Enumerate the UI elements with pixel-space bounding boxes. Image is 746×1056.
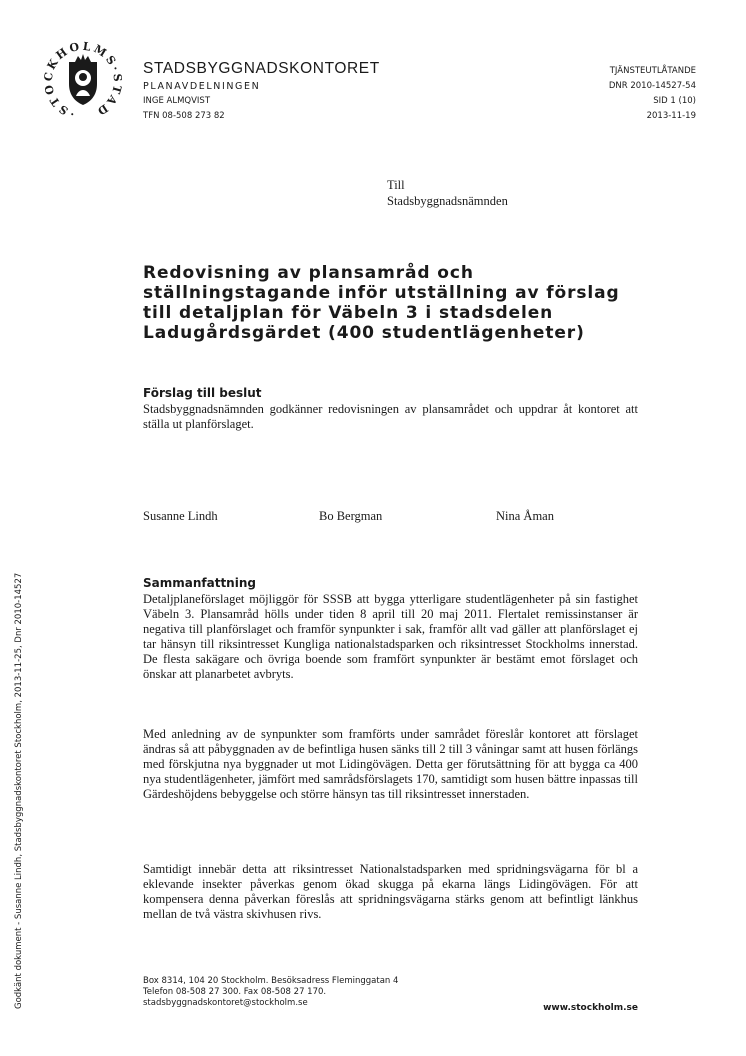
stockholm-stad-logo bbox=[40, 38, 126, 124]
summary-paragraph: Detaljplaneförslaget möjliggör för SSSB att bygga ytterligare studentlägenheter på sin fastighet Väbeln 3. Plansamråd hölls under tiden 8 april till 20 maj 2011. Flertalet remissinstanser är negativa till planförslaget och framför synpunkter i sak, framför allt vad gäller att planförslaget ej tar hänsyn till riksintresset Kungliga nationalstadsparken och riksintresset Stockholms innerstad. De flesta sakägare och övriga boende som framfört synpunkter är bestämt emot förslaget och önskar att planarbetet avbryts. bbox=[143, 592, 638, 681]
signature-1: Susanne Lindh bbox=[143, 509, 218, 523]
summary-paragraph: Med anledning av de synpunkter som framförts under samrådet föreslår kontoret att förslaget ändras så att påbyggnaden av de befintliga husen sänks till 2 till 3 våningar samt att husen förlängs med förskjutna nya byggnader ut mot Lidingövägen. Detta ger förutsättning för att bygga ca 400 nya studentlägenheter, jämfört med samrådsförslagets 170, samtidigt som husen bättre inpassas till Gärdeshöjdens bebyggelse och större hänsyn tas till riksintresset innerstaden. bbox=[143, 727, 638, 801]
signature-3: Nina Åman bbox=[496, 509, 554, 523]
document-date: 2013-11-19 bbox=[646, 111, 696, 121]
document-type: TJÄNSTEUTLÅTANDE bbox=[609, 66, 696, 76]
footer-contact-line: Telefon 08-508 27 300. Fax 08-508 27 170. bbox=[143, 987, 327, 997]
department-unit: PLANAVDELNINGEN bbox=[143, 81, 261, 92]
summary-paragraph: Samtidigt innebär detta att riksintresset Nationalstadsparken med spridningsvägarna för bl a eklevande insekter påverkas genom ökad skugga på ekarna längs Lidingövägen. För att kompensera denna påverkan föreslås att spridningsvägarna stärks genom att befintligt länkhus mellan de två västra skivhusen rivs. bbox=[143, 862, 638, 921]
diary-number: DNR 2010-14527-54 bbox=[608, 81, 696, 91]
signature-2: Bo Bergman bbox=[319, 509, 383, 523]
department-name: STADSBYGGNADSKONTORET bbox=[143, 60, 380, 77]
page-number: SID 1 (10) bbox=[653, 96, 696, 106]
proposal-heading: Förslag till beslut bbox=[143, 386, 262, 400]
recipient-to: Till bbox=[387, 178, 405, 192]
recipient-block bbox=[387, 177, 508, 209]
svg-text:·STOCKHOLMS·STAD: ·STOCKHOLMS·STAD bbox=[41, 39, 125, 121]
footer-address bbox=[143, 976, 398, 1009]
footer-email: stadsbyggnadskontoret@stockholm.se bbox=[143, 998, 308, 1008]
document-title: Redovisning av plansamråd och ställningstagande inför utställning av förslag till detaljplan för Väbeln 3 i stadsdelen Ladugårdsgärdet (400 studentlägenheter) bbox=[143, 263, 620, 343]
phone-number: TFN 08-508 273 82 bbox=[143, 111, 225, 121]
recipient-name: Stadsbyggnadsnämnden bbox=[387, 194, 508, 208]
summary-heading: Sammanfattning bbox=[143, 576, 256, 590]
footer-website: www.stockholm.se bbox=[543, 1003, 638, 1013]
approval-stamp: Godkänt dokument - Susanne Lindh, Stadsbyggnadskontoret Stockholm, 2013-11-25, Dnr 2010-14527 bbox=[14, 572, 24, 1009]
case-officer: INGE ALMQVIST bbox=[143, 96, 211, 106]
proposal-text: Stadsbyggnadsnämnden godkänner redovisningen av plansamrådet och uppdrar åt kontoret att ställa ut planförslaget. bbox=[143, 402, 638, 431]
footer-address-line: Box 8314, 104 20 Stockholm. Besöksadress Fleminggatan 4 bbox=[143, 976, 399, 986]
